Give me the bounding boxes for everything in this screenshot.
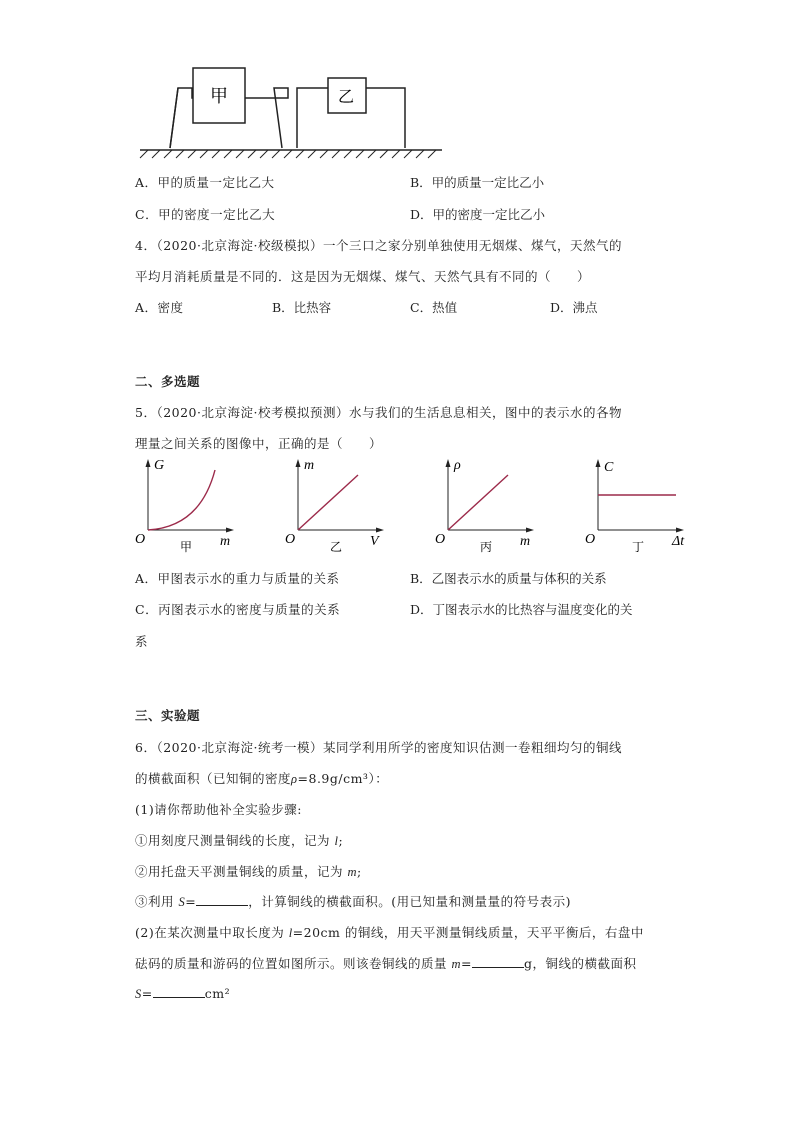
- graph-yi-line: [298, 475, 358, 530]
- q4-option-a[interactable]: A．密度: [135, 300, 184, 315]
- graph-jia-x-label: m: [220, 534, 231, 549]
- q5-option-d[interactable]: D．丁图表示水的比热容与温度变化的关: [410, 602, 633, 617]
- graph-bing-line: [448, 475, 508, 530]
- q5-option-d-cont: 系: [135, 634, 149, 649]
- q6-blank-formula[interactable]: [196, 893, 248, 906]
- q6-step2: ②用托盘天平测量铜线的质量，记为 m;: [135, 864, 362, 879]
- graph-jia-curve: [148, 470, 215, 530]
- q5-option-c[interactable]: C．丙图表示水的密度与质量的关系: [135, 602, 341, 617]
- q5-option-b[interactable]: B．乙图表示水的质量与体积的关系: [410, 571, 607, 586]
- graph-ding: [580, 455, 695, 555]
- q5-option-a[interactable]: A．甲图表示水的重力与质量的关系: [135, 571, 340, 586]
- q6-step1: ①用刻度尺测量铜线的长度，记为 l;: [135, 833, 344, 848]
- graph-jia-origin: O: [135, 532, 146, 547]
- section-title-experiment: 三、实验题: [135, 708, 201, 723]
- q5-stem-line1: 5．（2020·北京海淀·校考模拟预测）水与我们的生活息息相关，图中的表示水的各物: [135, 405, 622, 420]
- graph-ding-y-label: C: [604, 460, 614, 475]
- ground-hatch: [140, 150, 436, 158]
- q4-option-d[interactable]: D．沸点: [550, 300, 598, 315]
- graph-jia: [130, 455, 240, 555]
- q3-option-a[interactable]: A．甲的质量一定比乙大: [135, 175, 275, 190]
- graph-bing-origin: O: [435, 532, 446, 547]
- q3-option-c[interactable]: C．甲的密度一定比乙大: [135, 207, 276, 222]
- graph-bing-x-label: m: [520, 534, 531, 549]
- graph-yi-origin: O: [285, 532, 296, 547]
- graph-bing-caption: 丙: [480, 540, 493, 554]
- q6-part2-line1: (2)在某次测量中取长度为 l=20cm 的铜线，用天平测量铜线质量，天平平衡后，右盘中: [135, 925, 644, 940]
- box-yi-label: 乙: [338, 89, 355, 106]
- graph-yi: [280, 455, 390, 555]
- q6-part1-intro: (1)请你帮助他补全实验步骤:: [135, 802, 302, 817]
- figure-blocks: [130, 60, 450, 160]
- graph-ding-caption: 丁: [632, 540, 645, 554]
- graph-yi-caption: 乙: [330, 540, 343, 554]
- q6-part2-line3: S= cm²: [135, 986, 231, 1001]
- q6-blank-mass[interactable]: [472, 955, 524, 968]
- graph-yi-y-label: m: [304, 458, 315, 473]
- q6-stem-line2: 的横截面积（已知铜的密度ρ=8.9g/cm³）：: [135, 771, 389, 786]
- graph-ding-x-label: Δt: [672, 534, 685, 549]
- q4-stem-line2: 平均月消耗质量是不同的．这是因为无烟煤、煤气、天然气具有不同的（ ）: [135, 269, 591, 284]
- graph-ding-origin: O: [585, 532, 596, 547]
- section-title-multi-choice: 二、多选题: [135, 374, 201, 389]
- q6-part2-line2: 砝码的质量和游码的位置如图所示。则该卷铜线的质量 m= g，铜线的横截面积: [135, 956, 637, 971]
- graph-yi-x-label: V: [370, 534, 379, 549]
- q3-option-b[interactable]: B．甲的质量一定比乙小: [410, 175, 545, 190]
- q4-option-c[interactable]: C．热值: [410, 300, 458, 315]
- graph-jia-y-label: G: [154, 458, 165, 473]
- box-jia-label: 甲: [210, 86, 228, 106]
- q5-stem-line2: 理量之间关系的图像中，正确的是（ ）: [135, 436, 383, 451]
- graph-bing-y-label: ρ: [454, 458, 461, 473]
- graph-bing: [430, 455, 540, 555]
- q6-blank-area[interactable]: [153, 985, 205, 998]
- q3-option-d[interactable]: D．甲的密度一定比乙小: [410, 207, 546, 222]
- q6-stem-line1: 6．（2020·北京海淀·统考一模）某同学利用所学的密度知识估测一卷粗细均匀的铜线: [135, 740, 622, 755]
- q4-stem-line1: 4．（2020·北京海淀·校级模拟）一个三口之家分别单独使用无烟煤、煤气，天然气的: [135, 238, 622, 253]
- graph-jia-caption: 甲: [180, 540, 193, 554]
- q4-option-b[interactable]: B．比热容: [272, 300, 332, 315]
- q6-step3: ③利用 S= ，计算铜线的横截面积。(用已知量和测量量的符号表示): [135, 894, 571, 909]
